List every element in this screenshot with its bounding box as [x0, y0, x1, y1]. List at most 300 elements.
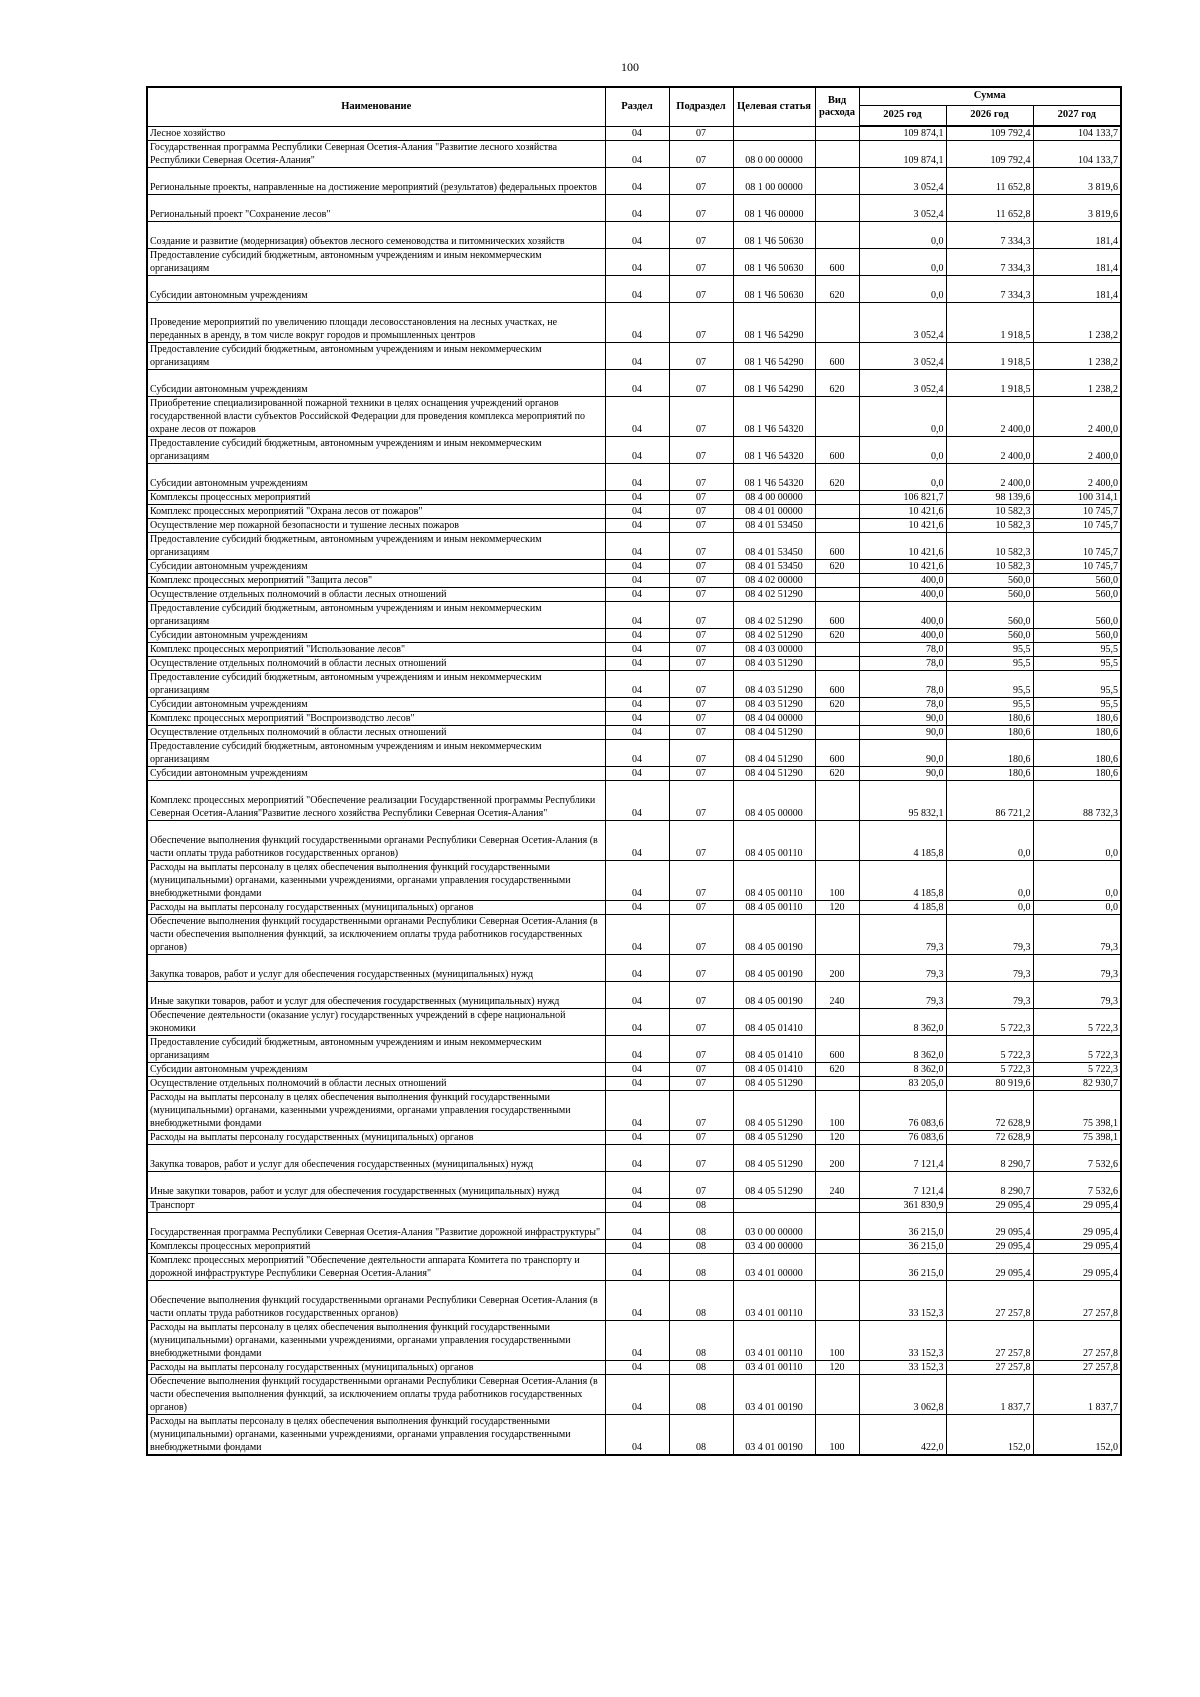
row-expense-type: 200 — [815, 955, 859, 982]
table-row — [147, 1199, 1121, 1213]
row-expense-type — [815, 141, 859, 168]
row-sum-2026: 109 792,4 — [946, 126, 1033, 141]
row-sum-2026: 86 721,2 — [946, 781, 1033, 821]
row-podrazdel: 08 — [669, 1240, 733, 1254]
row-razdel: 04 — [605, 1145, 669, 1172]
row-expense-type: 120 — [815, 901, 859, 915]
row-sum-2025: 90,0 — [859, 767, 946, 781]
row-sum-2025: 10 421,6 — [859, 519, 946, 533]
row-sum-2026: 11 652,8 — [946, 195, 1033, 222]
row-razdel: 04 — [605, 982, 669, 1009]
table-row — [147, 781, 1121, 821]
row-name: Предоставление субсидий бюджетным, автономным учреждениям и иным некоммерческим организациям — [147, 249, 605, 276]
row-sum-2027: 5 722,3 — [1033, 1009, 1121, 1036]
row-podrazdel: 07 — [669, 1172, 733, 1199]
row-razdel: 04 — [605, 303, 669, 343]
row-sum-2027: 10 745,7 — [1033, 519, 1121, 533]
table-row — [147, 222, 1121, 249]
row-sum-2027: 1 238,2 — [1033, 343, 1121, 370]
row-name: Обеспечение выполнения функций государственными органами Республики Северная Осетия-Алания (в части оплаты труда работников государственных органов) — [147, 821, 605, 861]
header-year-2025: 2025 год — [859, 105, 946, 126]
row-podrazdel: 07 — [669, 195, 733, 222]
header-year-2026: 2026 год — [946, 105, 1033, 126]
row-sum-2025: 90,0 — [859, 712, 946, 726]
row-podrazdel: 08 — [669, 1415, 733, 1456]
row-name: Осуществление отдельных полномочий в области лесных отношений — [147, 1077, 605, 1091]
row-podrazdel: 07 — [669, 126, 733, 141]
row-sum-2026: 10 582,3 — [946, 519, 1033, 533]
row-name: Предоставление субсидий бюджетным, автономным учреждениям и иным некоммерческим организациям — [147, 602, 605, 629]
row-sum-2027: 79,3 — [1033, 982, 1121, 1009]
table-header — [147, 87, 1121, 126]
row-razdel: 04 — [605, 1009, 669, 1036]
row-podrazdel: 07 — [669, 519, 733, 533]
row-expense-type — [815, 1281, 859, 1321]
row-target-article: 08 4 03 51290 — [733, 698, 815, 712]
row-podrazdel: 08 — [669, 1199, 733, 1213]
row-expense-type: 100 — [815, 861, 859, 901]
row-target-article: 08 4 05 51290 — [733, 1172, 815, 1199]
row-sum-2026: 29 095,4 — [946, 1240, 1033, 1254]
row-sum-2027: 104 133,7 — [1033, 126, 1121, 141]
row-expense-type: 120 — [815, 1131, 859, 1145]
row-expense-type — [815, 1199, 859, 1213]
row-razdel: 04 — [605, 821, 669, 861]
row-expense-type: 600 — [815, 437, 859, 464]
row-target-article: 08 1 Ч6 54320 — [733, 464, 815, 491]
row-sum-2026: 72 628,9 — [946, 1131, 1033, 1145]
row-podrazdel: 07 — [669, 901, 733, 915]
row-razdel: 04 — [605, 519, 669, 533]
table-row — [147, 657, 1121, 671]
row-sum-2025: 422,0 — [859, 1415, 946, 1456]
row-sum-2026: 0,0 — [946, 861, 1033, 901]
row-target-article: 03 4 01 00110 — [733, 1321, 815, 1361]
row-sum-2025: 3 052,4 — [859, 370, 946, 397]
row-name: Обеспечение выполнения функций государственными органами Республики Северная Осетия-Алания (в части обеспечения выполнения функций, за исключением оплаты труда работников государственных органов) — [147, 1375, 605, 1415]
row-sum-2025: 400,0 — [859, 588, 946, 602]
table-row — [147, 698, 1121, 712]
row-sum-2026: 0,0 — [946, 821, 1033, 861]
row-sum-2026: 80 919,6 — [946, 1077, 1033, 1091]
row-name: Приобретение специализированной пожарной техники в целях оснащения учреждений органов государственной власти субъектов Российской Федерации для проведения комплекса мероприятий по охране лесов от пожаров — [147, 397, 605, 437]
table-row — [147, 343, 1121, 370]
row-expense-type: 600 — [815, 533, 859, 560]
row-expense-type — [815, 519, 859, 533]
row-razdel: 04 — [605, 643, 669, 657]
row-expense-type — [815, 222, 859, 249]
row-target-article: 08 4 05 51290 — [733, 1077, 815, 1091]
row-razdel: 04 — [605, 505, 669, 519]
row-podrazdel: 07 — [669, 588, 733, 602]
row-razdel: 04 — [605, 955, 669, 982]
table-row — [147, 1091, 1121, 1131]
row-razdel: 04 — [605, 1213, 669, 1240]
row-name: Субсидии автономным учреждениям — [147, 464, 605, 491]
row-name: Государственная программа Республики Северная Осетия-Алания "Развитие дорожной инфраструктуры" — [147, 1213, 605, 1240]
row-sum-2026: 2 400,0 — [946, 397, 1033, 437]
row-sum-2025: 0,0 — [859, 276, 946, 303]
row-sum-2027: 0,0 — [1033, 821, 1121, 861]
row-expense-type: 120 — [815, 1361, 859, 1375]
row-razdel: 04 — [605, 141, 669, 168]
row-name: Субсидии автономным учреждениям — [147, 370, 605, 397]
row-sum-2027: 27 257,8 — [1033, 1321, 1121, 1361]
row-expense-type — [815, 781, 859, 821]
row-target-article: 08 4 04 51290 — [733, 767, 815, 781]
row-target-article: 08 4 05 01410 — [733, 1009, 815, 1036]
row-sum-2026: 0,0 — [946, 901, 1033, 915]
row-sum-2025: 3 052,4 — [859, 168, 946, 195]
row-name: Региональный проект "Сохранение лесов" — [147, 195, 605, 222]
row-sum-2027: 7 532,6 — [1033, 1172, 1121, 1199]
row-expense-type: 620 — [815, 767, 859, 781]
row-sum-2026: 560,0 — [946, 588, 1033, 602]
row-sum-2025: 83 205,0 — [859, 1077, 946, 1091]
row-razdel: 04 — [605, 126, 669, 141]
table-row — [147, 1077, 1121, 1091]
row-sum-2027: 2 400,0 — [1033, 437, 1121, 464]
row-podrazdel: 07 — [669, 464, 733, 491]
row-name: Иные закупки товаров, работ и услуг для обеспечения государственных (муниципальных) нужд — [147, 982, 605, 1009]
table-row — [147, 1145, 1121, 1172]
row-podrazdel: 07 — [669, 276, 733, 303]
row-podrazdel: 07 — [669, 437, 733, 464]
row-razdel: 04 — [605, 464, 669, 491]
row-name: Предоставление субсидий бюджетным, автономным учреждениям и иным некоммерческим организациям — [147, 1036, 605, 1063]
row-podrazdel: 07 — [669, 915, 733, 955]
table-row — [147, 126, 1121, 141]
row-expense-type — [815, 1254, 859, 1281]
table-row — [147, 141, 1121, 168]
row-sum-2025: 0,0 — [859, 397, 946, 437]
row-razdel: 04 — [605, 781, 669, 821]
row-sum-2025: 33 152,3 — [859, 1321, 946, 1361]
row-expense-type — [815, 168, 859, 195]
row-expense-type: 620 — [815, 276, 859, 303]
row-podrazdel: 07 — [669, 861, 733, 901]
row-sum-2025: 109 874,1 — [859, 141, 946, 168]
row-razdel: 04 — [605, 1281, 669, 1321]
row-sum-2025: 0,0 — [859, 222, 946, 249]
row-podrazdel: 07 — [669, 491, 733, 505]
row-name: Осуществление отдельных полномочий в области лесных отношений — [147, 726, 605, 740]
row-name: Предоставление субсидий бюджетным, автономным учреждениям и иным некоммерческим организациям — [147, 343, 605, 370]
row-sum-2025: 78,0 — [859, 657, 946, 671]
row-sum-2027: 180,6 — [1033, 740, 1121, 767]
row-expense-type: 100 — [815, 1321, 859, 1361]
row-target-article: 08 4 02 51290 — [733, 602, 815, 629]
row-sum-2027: 29 095,4 — [1033, 1213, 1121, 1240]
row-name: Расходы на выплаты персоналу в целях обеспечения выполнения функций государственными (муниципальными) органами, казенными учреждениями, органами управления государственными внебюджетными фондами — [147, 1091, 605, 1131]
row-sum-2025: 4 185,8 — [859, 821, 946, 861]
row-target-article: 03 0 00 00000 — [733, 1213, 815, 1240]
row-expense-type: 620 — [815, 560, 859, 574]
row-sum-2027: 79,3 — [1033, 955, 1121, 982]
table-row — [147, 560, 1121, 574]
row-razdel: 04 — [605, 1321, 669, 1361]
row-target-article: 08 4 05 00110 — [733, 861, 815, 901]
row-podrazdel: 08 — [669, 1213, 733, 1240]
table-row — [147, 1321, 1121, 1361]
row-name: Иные закупки товаров, работ и услуг для обеспечения государственных (муниципальных) нужд — [147, 1172, 605, 1199]
row-razdel: 04 — [605, 560, 669, 574]
row-razdel: 04 — [605, 370, 669, 397]
row-expense-type — [815, 915, 859, 955]
row-expense-type — [815, 657, 859, 671]
row-sum-2027: 10 745,7 — [1033, 505, 1121, 519]
row-sum-2026: 72 628,9 — [946, 1091, 1033, 1131]
row-target-article: 08 1 00 00000 — [733, 168, 815, 195]
row-podrazdel: 07 — [669, 343, 733, 370]
row-podrazdel: 08 — [669, 1361, 733, 1375]
row-sum-2026: 95,5 — [946, 643, 1033, 657]
row-razdel: 04 — [605, 222, 669, 249]
row-name: Закупка товаров, работ и услуг для обеспечения государственных (муниципальных) нужд — [147, 1145, 605, 1172]
row-sum-2027: 29 095,4 — [1033, 1254, 1121, 1281]
row-name: Транспорт — [147, 1199, 605, 1213]
row-sum-2025: 3 062,8 — [859, 1375, 946, 1415]
row-sum-2027: 88 732,3 — [1033, 781, 1121, 821]
row-sum-2027: 75 398,1 — [1033, 1131, 1121, 1145]
table-row — [147, 437, 1121, 464]
table-row — [147, 588, 1121, 602]
row-target-article: 08 4 03 51290 — [733, 671, 815, 698]
table-row — [147, 955, 1121, 982]
row-sum-2026: 5 722,3 — [946, 1009, 1033, 1036]
row-podrazdel: 07 — [669, 141, 733, 168]
row-name: Комплекс процессных мероприятий "Защита лесов" — [147, 574, 605, 588]
table-row — [147, 1131, 1121, 1145]
table-row — [147, 915, 1121, 955]
row-sum-2026: 180,6 — [946, 767, 1033, 781]
row-sum-2027: 2 400,0 — [1033, 397, 1121, 437]
row-razdel: 04 — [605, 915, 669, 955]
row-sum-2025: 0,0 — [859, 249, 946, 276]
row-podrazdel: 07 — [669, 1077, 733, 1091]
row-razdel: 04 — [605, 588, 669, 602]
row-sum-2025: 109 874,1 — [859, 126, 946, 141]
row-sum-2026: 29 095,4 — [946, 1213, 1033, 1240]
row-expense-type — [815, 821, 859, 861]
row-sum-2025: 36 215,0 — [859, 1254, 946, 1281]
row-sum-2025: 361 830,9 — [859, 1199, 946, 1213]
header-podrazdel: Подраздел — [669, 87, 733, 126]
row-sum-2025: 8 362,0 — [859, 1036, 946, 1063]
row-sum-2026: 29 095,4 — [946, 1254, 1033, 1281]
row-target-article: 08 4 05 01410 — [733, 1063, 815, 1077]
row-sum-2027: 82 930,7 — [1033, 1077, 1121, 1091]
row-sum-2027: 152,0 — [1033, 1415, 1121, 1456]
row-sum-2025: 7 121,4 — [859, 1145, 946, 1172]
row-sum-2026: 27 257,8 — [946, 1321, 1033, 1361]
row-razdel: 04 — [605, 1199, 669, 1213]
row-sum-2025: 0,0 — [859, 464, 946, 491]
row-name: Субсидии автономным учреждениям — [147, 1063, 605, 1077]
row-sum-2026: 98 139,6 — [946, 491, 1033, 505]
row-sum-2027: 27 257,8 — [1033, 1281, 1121, 1321]
row-target-article: 08 1 Ч6 54320 — [733, 437, 815, 464]
row-expense-type — [815, 726, 859, 740]
row-podrazdel: 07 — [669, 574, 733, 588]
row-podrazdel: 07 — [669, 222, 733, 249]
row-target-article: 08 4 05 00190 — [733, 982, 815, 1009]
row-podrazdel: 07 — [669, 370, 733, 397]
row-razdel: 04 — [605, 397, 669, 437]
row-target-article: 08 4 05 00110 — [733, 901, 815, 915]
row-podrazdel: 07 — [669, 821, 733, 861]
row-target-article: 03 4 01 00000 — [733, 1254, 815, 1281]
row-name: Региональные проекты, направленные на достижение мероприятий (результатов) федеральных проектов — [147, 168, 605, 195]
row-sum-2026: 5 722,3 — [946, 1063, 1033, 1077]
row-sum-2025: 79,3 — [859, 915, 946, 955]
row-sum-2025: 76 083,6 — [859, 1131, 946, 1145]
row-target-article: 08 0 00 00000 — [733, 141, 815, 168]
row-sum-2027: 100 314,1 — [1033, 491, 1121, 505]
row-name: Расходы на выплаты персоналу государственных (муниципальных) органов — [147, 1361, 605, 1375]
row-sum-2026: 10 582,3 — [946, 560, 1033, 574]
table-row — [147, 1213, 1121, 1240]
row-expense-type — [815, 643, 859, 657]
row-sum-2025: 4 185,8 — [859, 901, 946, 915]
row-expense-type — [815, 505, 859, 519]
header-razdel: Раздел — [605, 87, 669, 126]
table-row — [147, 168, 1121, 195]
row-sum-2025: 90,0 — [859, 740, 946, 767]
row-sum-2025: 78,0 — [859, 698, 946, 712]
row-name: Комплекс процессных мероприятий "Обеспечение деятельности аппарата Комитета по транспорту и дорожной инфраструктуре Республики Северная Осетия-Алания" — [147, 1254, 605, 1281]
row-razdel: 04 — [605, 437, 669, 464]
row-sum-2027: 10 745,7 — [1033, 533, 1121, 560]
row-name: Расходы на выплаты персоналу в целях обеспечения выполнения функций государственными (муниципальными) органами, казенными учреждениями, органами управления государственными внебюджетными фондами — [147, 1415, 605, 1456]
row-target-article: 03 4 00 00000 — [733, 1240, 815, 1254]
row-target-article: 08 4 02 00000 — [733, 574, 815, 588]
table-row — [147, 821, 1121, 861]
row-name: Предоставление субсидий бюджетным, автономным учреждениям и иным некоммерческим организациям — [147, 671, 605, 698]
row-sum-2027: 95,5 — [1033, 671, 1121, 698]
row-expense-type: 600 — [815, 671, 859, 698]
table-row — [147, 464, 1121, 491]
row-sum-2027: 95,5 — [1033, 698, 1121, 712]
row-expense-type — [815, 712, 859, 726]
row-target-article: 03 4 01 00190 — [733, 1415, 815, 1456]
row-sum-2026: 7 334,3 — [946, 222, 1033, 249]
header-year-2027: 2027 год — [1033, 105, 1121, 126]
row-sum-2026: 95,5 — [946, 671, 1033, 698]
row-name: Осуществление мер пожарной безопасности и тушение лесных пожаров — [147, 519, 605, 533]
row-podrazdel: 07 — [669, 1131, 733, 1145]
row-sum-2027: 181,4 — [1033, 276, 1121, 303]
table-row — [147, 1254, 1121, 1281]
row-sum-2026: 1 918,5 — [946, 370, 1033, 397]
row-sum-2026: 5 722,3 — [946, 1036, 1033, 1063]
row-target-article: 08 4 05 01410 — [733, 1036, 815, 1063]
row-name: Субсидии автономным учреждениям — [147, 767, 605, 781]
row-sum-2026: 10 582,3 — [946, 505, 1033, 519]
row-podrazdel: 07 — [669, 698, 733, 712]
header-target-article: Целевая статья — [733, 87, 815, 126]
row-name: Предоставление субсидий бюджетным, автономным учреждениям и иным некоммерческим организациям — [147, 740, 605, 767]
row-sum-2027: 27 257,8 — [1033, 1361, 1121, 1375]
row-podrazdel: 07 — [669, 671, 733, 698]
row-expense-type — [815, 1077, 859, 1091]
row-target-article: 08 4 05 00000 — [733, 781, 815, 821]
row-target-article: 08 4 05 51290 — [733, 1091, 815, 1131]
row-name: Субсидии автономным учреждениям — [147, 276, 605, 303]
table-row — [147, 1240, 1121, 1254]
row-podrazdel: 08 — [669, 1321, 733, 1361]
row-podrazdel: 07 — [669, 781, 733, 821]
row-name: Создание и развитие (модернизация) объектов лесного семеноводства и питомнических хозяйств — [147, 222, 605, 249]
row-podrazdel: 08 — [669, 1254, 733, 1281]
budget-table — [146, 86, 1122, 1456]
row-sum-2025: 10 421,6 — [859, 505, 946, 519]
row-podrazdel: 07 — [669, 767, 733, 781]
row-sum-2026: 1 918,5 — [946, 343, 1033, 370]
row-podrazdel: 07 — [669, 955, 733, 982]
row-sum-2027: 5 722,3 — [1033, 1036, 1121, 1063]
row-target-article: 08 4 05 00190 — [733, 955, 815, 982]
row-sum-2027: 3 819,6 — [1033, 195, 1121, 222]
row-podrazdel: 07 — [669, 249, 733, 276]
row-sum-2025: 95 832,1 — [859, 781, 946, 821]
row-expense-type: 240 — [815, 982, 859, 1009]
table-row — [147, 1361, 1121, 1375]
row-razdel: 04 — [605, 726, 669, 740]
table-row — [147, 671, 1121, 698]
row-sum-2027: 5 722,3 — [1033, 1063, 1121, 1077]
row-name: Комплекс процессных мероприятий "Использование лесов" — [147, 643, 605, 657]
row-sum-2025: 3 052,4 — [859, 343, 946, 370]
row-sum-2025: 36 215,0 — [859, 1240, 946, 1254]
row-razdel: 04 — [605, 1036, 669, 1063]
row-name: Обеспечение выполнения функций государственными органами Республики Северная Осетия-Алания (в части оплаты труда работников государственных органов) — [147, 1281, 605, 1321]
row-name: Обеспечение деятельности (оказание услуг) государственных учреждений в сфере национальной экономики — [147, 1009, 605, 1036]
row-razdel: 04 — [605, 657, 669, 671]
row-target-article: 03 4 01 00110 — [733, 1361, 815, 1375]
header-name: Наименование — [147, 87, 605, 126]
row-target-article: 08 4 04 00000 — [733, 712, 815, 726]
row-sum-2025: 33 152,3 — [859, 1281, 946, 1321]
table-row — [147, 1375, 1121, 1415]
row-target-article: 08 1 Ч6 50630 — [733, 276, 815, 303]
row-expense-type: 100 — [815, 1091, 859, 1131]
header-expense-type: Вид расхода — [815, 87, 859, 126]
row-expense-type — [815, 195, 859, 222]
table-row — [147, 491, 1121, 505]
row-expense-type — [815, 1213, 859, 1240]
table-row — [147, 397, 1121, 437]
table-row — [147, 1172, 1121, 1199]
table-row — [147, 533, 1121, 560]
row-sum-2027: 1 238,2 — [1033, 303, 1121, 343]
row-expense-type — [815, 588, 859, 602]
row-podrazdel: 07 — [669, 643, 733, 657]
row-razdel: 04 — [605, 698, 669, 712]
row-target-article: 08 4 02 51290 — [733, 629, 815, 643]
row-sum-2026: 79,3 — [946, 915, 1033, 955]
row-razdel: 04 — [605, 901, 669, 915]
row-razdel: 04 — [605, 574, 669, 588]
row-razdel: 04 — [605, 1240, 669, 1254]
row-name: Расходы на выплаты персоналу в целях обеспечения выполнения функций государственными (муниципальными) органами, казенными учреждениями, органами управления государственными внебюджетными фондами — [147, 861, 605, 901]
row-sum-2025: 7 121,4 — [859, 1172, 946, 1199]
table-row — [147, 602, 1121, 629]
row-name: Расходы на выплаты персоналу государственных (муниципальных) органов — [147, 1131, 605, 1145]
row-target-article — [733, 126, 815, 141]
row-sum-2026: 560,0 — [946, 602, 1033, 629]
row-sum-2025: 400,0 — [859, 629, 946, 643]
